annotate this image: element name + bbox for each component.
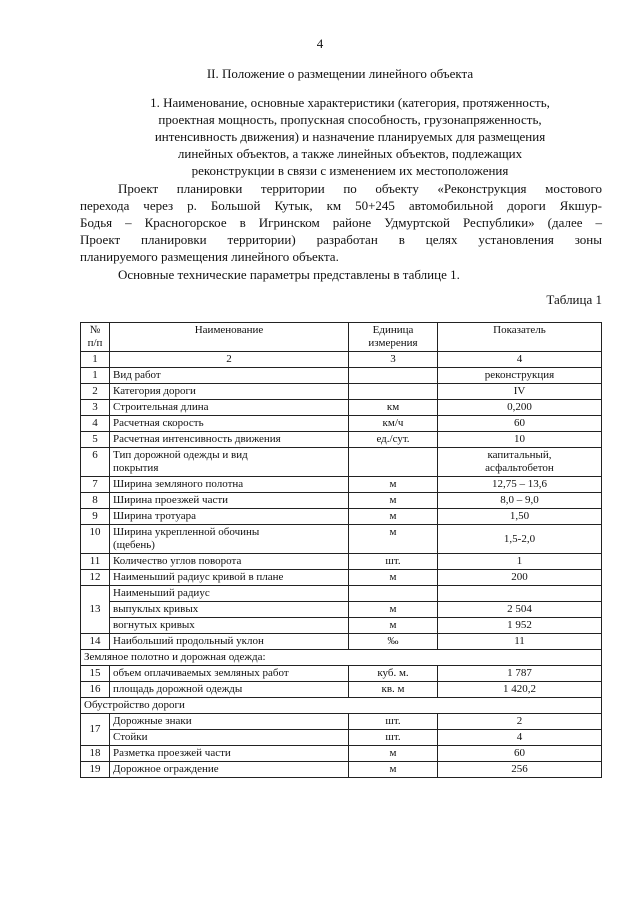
section-earthwork: Земляное полотно и дорожная одежда: <box>81 650 602 666</box>
table-row <box>81 432 602 448</box>
row-name: Наименьший радиус <box>110 586 349 602</box>
subsection-title-line: проектная мощность, пропускная способность, грузонапряженность, <box>158 112 542 127</box>
column-number-row <box>81 352 602 368</box>
paragraph-line: Бодья – Красногорское в Игринском районе Удмуртской Республики» (далее – <box>80 215 602 230</box>
row-value: 1 420,2 <box>438 682 602 698</box>
table-row <box>81 570 602 586</box>
row-name: выпуклых кривых <box>110 602 349 618</box>
column-number: 3 <box>349 352 438 368</box>
row-num: 3 <box>81 400 110 416</box>
table-row <box>81 416 602 432</box>
table-row <box>81 746 602 762</box>
row-value: 200 <box>438 570 602 586</box>
row-unit <box>349 586 438 602</box>
table-row <box>81 368 602 384</box>
row-value: 10 <box>438 432 602 448</box>
row-unit: м <box>349 525 438 554</box>
row-name-line: Ширина укрепленной обочины <box>113 526 260 538</box>
row-num: 7 <box>81 477 110 493</box>
row-unit: шт. <box>349 730 438 746</box>
header-name: Наименование <box>110 323 349 352</box>
row-name: Наибольший продольный уклон <box>110 634 349 650</box>
table-row <box>81 634 602 650</box>
row-num: 2 <box>81 384 110 400</box>
table-row <box>81 730 602 746</box>
table-header-row <box>81 323 602 352</box>
row-value: 256 <box>438 762 602 778</box>
row-unit: кв. м <box>349 682 438 698</box>
row-num: 6 <box>81 448 110 477</box>
row-unit: ед./сут. <box>349 432 438 448</box>
row-num: 5 <box>81 432 110 448</box>
row-value: 60 <box>438 416 602 432</box>
table-row <box>81 602 602 618</box>
table-row <box>81 384 602 400</box>
row-num: 16 <box>81 682 110 698</box>
row-name: Категория дороги <box>110 384 349 400</box>
row-name: Расчетная интенсивность движения <box>110 432 349 448</box>
row-value: 1 787 <box>438 666 602 682</box>
subsection-title <box>100 94 600 179</box>
row-unit: куб. м. <box>349 666 438 682</box>
row-num: 4 <box>81 416 110 432</box>
table-row <box>81 682 602 698</box>
paragraph-line: Проект планировки территории) разработан в целях установления зоны <box>80 232 602 247</box>
row-num: 14 <box>81 634 110 650</box>
table-row <box>81 509 602 525</box>
row-unit: км <box>349 400 438 416</box>
column-number: 2 <box>110 352 349 368</box>
row-name-line: (щебень) <box>113 539 155 551</box>
row-unit: м <box>349 493 438 509</box>
section-title: II. Положение о размещении линейного объекта <box>206 66 474 81</box>
row-name: Наименьший радиус кривой в плане <box>110 570 349 586</box>
header-num: № п/п <box>81 323 110 352</box>
row-name: Ширина земляного полотна <box>110 477 349 493</box>
row-num: 17 <box>81 714 110 746</box>
row-num: 12 <box>81 570 110 586</box>
subsection-title-line: 1. Наименование, основные характеристики (категория, протяженность, <box>150 95 550 110</box>
table-row <box>81 493 602 509</box>
row-unit: шт. <box>349 714 438 730</box>
row-name <box>110 448 349 477</box>
section-road-equipment: Обустройство дороги <box>81 698 602 714</box>
page-number: 4 <box>316 36 324 51</box>
row-value-line: асфальтобетон <box>485 462 554 474</box>
row-value: 4 <box>438 730 602 746</box>
intro-paragraph <box>80 180 602 265</box>
row-value: 1,5-2,0 <box>438 525 602 554</box>
row-name: Дорожные знаки <box>110 714 349 730</box>
row-name: объем оплачиваемых земляных работ <box>110 666 349 682</box>
row-unit: м <box>349 570 438 586</box>
table-caption: Таблица 1 <box>546 292 602 307</box>
subsection-title-line: интенсивность движения) и назначение планируемых для размещения <box>154 129 546 144</box>
subsection-title-line: линейных объектов, а также линейных объектов, подлежащих <box>177 146 523 161</box>
row-num: 8 <box>81 493 110 509</box>
row-value: 1 952 <box>438 618 602 634</box>
row-unit: м <box>349 762 438 778</box>
row-unit <box>349 384 438 400</box>
parameters-table <box>80 322 602 778</box>
table-row <box>81 477 602 493</box>
row-value <box>438 586 602 602</box>
table-section-row <box>81 650 602 666</box>
row-unit: км/ч <box>349 416 438 432</box>
row-num: 10 <box>81 525 110 554</box>
row-name: вогнутых кривых <box>110 618 349 634</box>
paragraph-line: планируемого размещения линейного объекта. <box>80 249 339 264</box>
paragraph-line: Проект планировки территории по объекту «Реконструкция мостового <box>118 181 602 196</box>
row-unit: м <box>349 509 438 525</box>
row-value: 8,0 – 9,0 <box>438 493 602 509</box>
row-name-line: Тип дорожной одежды и вид <box>113 449 248 461</box>
row-name-line: покрытия <box>113 462 159 474</box>
table-row <box>81 554 602 570</box>
column-number: 4 <box>438 352 602 368</box>
row-name: площадь дорожной одежды <box>110 682 349 698</box>
row-num: 19 <box>81 762 110 778</box>
row-unit: м <box>349 477 438 493</box>
row-unit: м <box>349 602 438 618</box>
row-value: 11 <box>438 634 602 650</box>
row-num: 9 <box>81 509 110 525</box>
row-value: 2 <box>438 714 602 730</box>
table-row <box>81 525 602 554</box>
row-unit <box>349 368 438 384</box>
row-unit: ‰ <box>349 634 438 650</box>
row-name: Количество углов поворота <box>110 554 349 570</box>
row-unit <box>349 448 438 477</box>
row-value: 2 504 <box>438 602 602 618</box>
row-name: Строительная длина <box>110 400 349 416</box>
row-value: 12,75 – 13,6 <box>438 477 602 493</box>
subsection-title-line: реконструкции в связи с изменением их местоположения <box>191 163 509 178</box>
row-name: Ширина тротуара <box>110 509 349 525</box>
table-row <box>81 762 602 778</box>
column-number: 1 <box>81 352 110 368</box>
row-value: 1 <box>438 554 602 570</box>
row-num: 15 <box>81 666 110 682</box>
row-num: 1 <box>81 368 110 384</box>
table-section-row <box>81 698 602 714</box>
row-unit: шт. <box>349 554 438 570</box>
parameters-paragraph: Основные технические параметры представлены в таблице 1. <box>118 267 460 282</box>
table-row <box>81 586 602 602</box>
row-value: 0,200 <box>438 400 602 416</box>
row-value: IV <box>438 384 602 400</box>
row-name: Дорожное ограждение <box>110 762 349 778</box>
row-name: Стойки <box>110 730 349 746</box>
row-name: Расчетная скорость <box>110 416 349 432</box>
row-value: 1,50 <box>438 509 602 525</box>
row-name <box>110 525 349 554</box>
paragraph-line: перехода через р. Большой Кутык, км 50+245 автомобильной дороги Якшур- <box>80 198 602 213</box>
table-row <box>81 714 602 730</box>
row-unit: м <box>349 746 438 762</box>
row-value <box>438 448 602 477</box>
row-value: реконструкция <box>438 368 602 384</box>
table-row <box>81 400 602 416</box>
row-num: 18 <box>81 746 110 762</box>
table-row <box>81 666 602 682</box>
header-unit: Единица измерения <box>349 323 438 352</box>
table-row <box>81 448 602 477</box>
header-value: Показатель <box>438 323 602 352</box>
table-row <box>81 618 602 634</box>
row-name: Вид работ <box>110 368 349 384</box>
row-num: 11 <box>81 554 110 570</box>
row-unit: м <box>349 618 438 634</box>
row-value: 60 <box>438 746 602 762</box>
row-name: Ширина проезжей части <box>110 493 349 509</box>
row-value-line: капитальный, <box>487 449 552 461</box>
row-num: 13 <box>81 586 110 634</box>
row-name: Разметка проезжей части <box>110 746 349 762</box>
